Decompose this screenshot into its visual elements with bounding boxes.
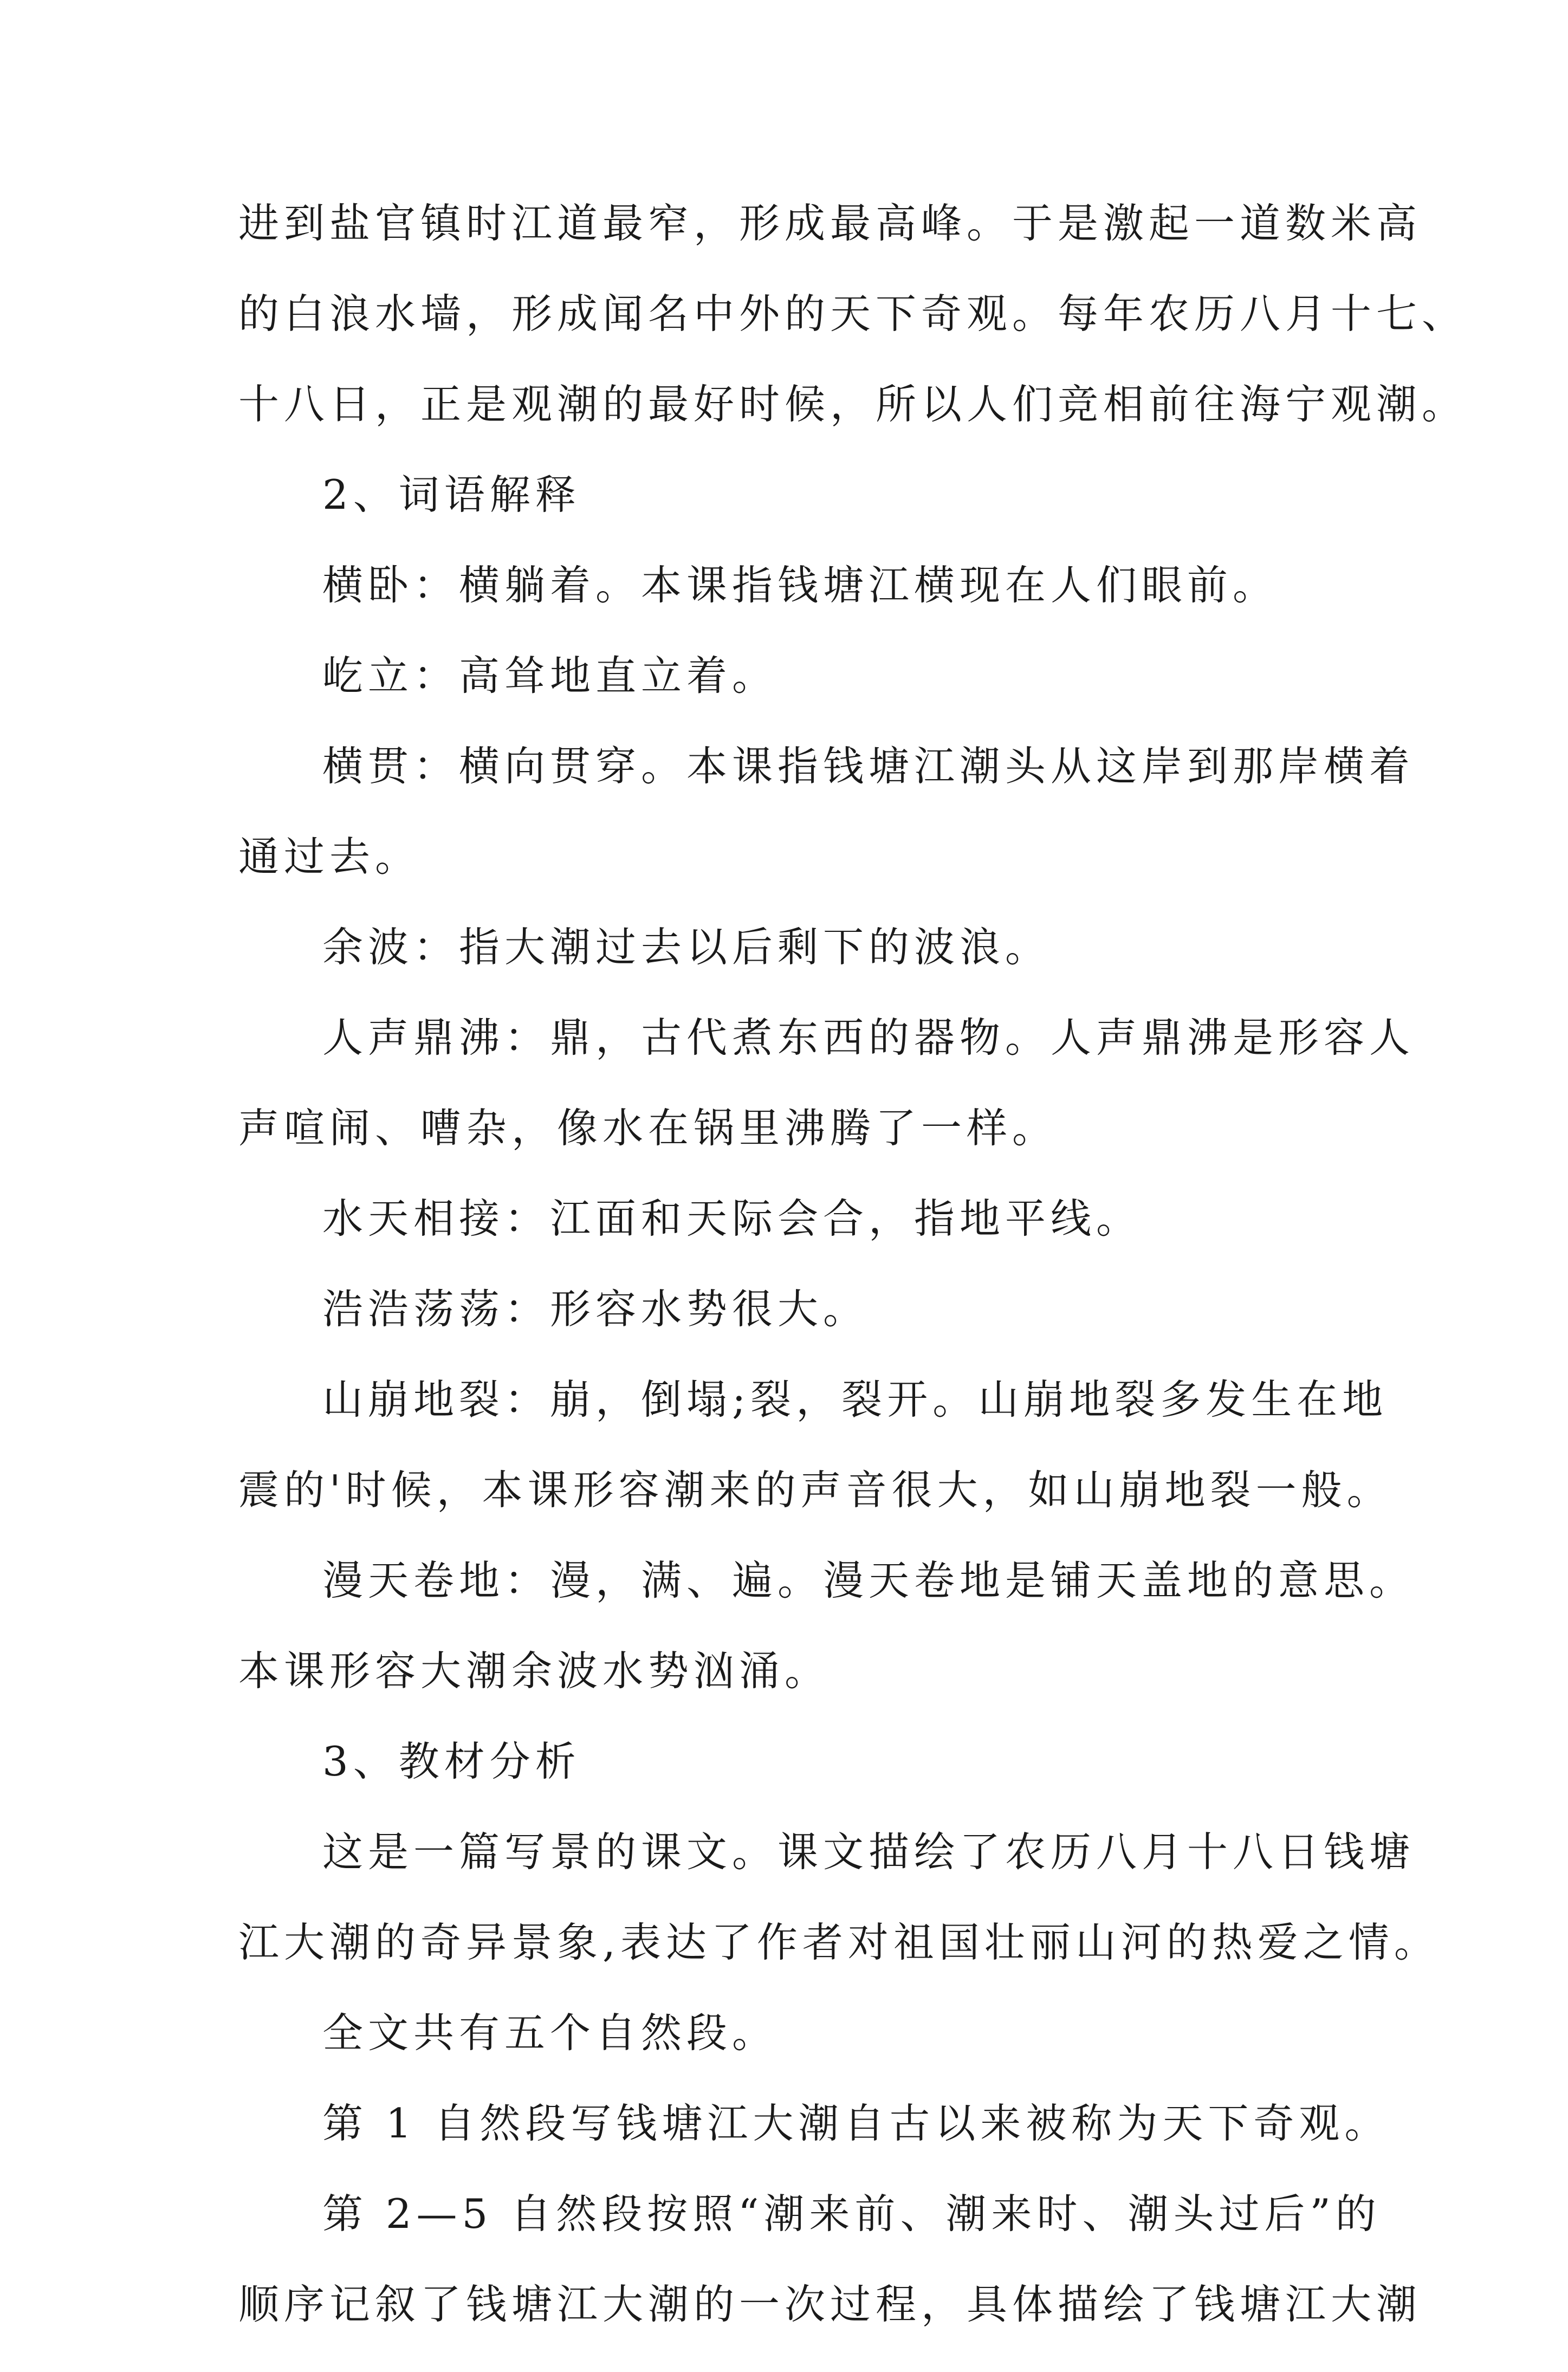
text-line-1: 进到盐官镇时江道最窄，形成最高峰。于是激起一道数米高	[238, 199, 1422, 247]
text-line-24: 顺序记叙了钱塘江大潮的一次过程，具体描绘了钱塘江大潮	[238, 2280, 1422, 2328]
text-line-13: 浩浩荡荡：形容水势很大。	[322, 1285, 869, 1333]
text-line-9: 余波：指大潮过去以后剩下的波浪。	[322, 923, 1051, 971]
text-line-3: 十八日，正是观潮的最好时候，所以人们竞相前往海宁观潮。	[238, 380, 1468, 428]
section-heading-word-explanation: 2、词语解释	[322, 471, 581, 519]
text-line-16: 漫天卷地：漫，满、遍。漫天卷地是铺天盖地的意思。	[322, 1557, 1415, 1604]
text-line-6: 屹立：高耸地直立着。	[322, 652, 778, 699]
text-line-21: 全文共有五个自然段。	[322, 2009, 778, 2057]
document-page	[238, 199, 1468, 2372]
text-line-14: 山崩地裂：崩，倒塌;裂，裂开。山崩地裂多发生在地	[322, 1376, 1388, 1423]
text-line-22: 第 1 自然段写钱塘江大潮自古以来被称为天下奇观。	[322, 2099, 1390, 2147]
text-line-19: 这是一篇写景的课文。课文描绘了农历八月十八日钱塘	[322, 1828, 1415, 1876]
text-line-12: 水天相接：江面和天际会合，指地平线。	[322, 1195, 1142, 1242]
text-line-7: 横贯：横向贯穿。本课指钱塘江潮头从这岸到那岸横着	[322, 742, 1415, 790]
text-line-2: 的白浪水墙，形成闻名中外的天下奇观。每年农历八月十七、	[238, 290, 1468, 338]
text-line-10: 人声鼎沸：鼎，古代煮东西的器物。人声鼎沸是形容人	[322, 1014, 1415, 1061]
text-line-23: 第 2—5 自然段按照“潮来前、潮来时、潮头过后”的	[322, 2190, 1381, 2238]
text-line-15: 震的'时候，本课形容潮来的声音很大，如山崩地裂一般。	[238, 1466, 1392, 1514]
section-heading-text-analysis: 3、教材分析	[322, 1738, 581, 1785]
text-line-5: 横卧：横躺着。本课指钱塘江横现在人们眼前。	[322, 561, 1279, 609]
text-line-17: 本课形容大潮余波水势汹涌。	[238, 1647, 831, 1695]
text-line-11: 声喧闹、嘈杂，像水在锅里沸腾了一样。	[238, 1104, 1058, 1152]
text-line-8: 通过去。	[238, 833, 421, 880]
text-line-20: 江大潮的奇异景象,表达了作者对祖国壮丽山河的热爱之情。	[238, 1919, 1440, 1966]
